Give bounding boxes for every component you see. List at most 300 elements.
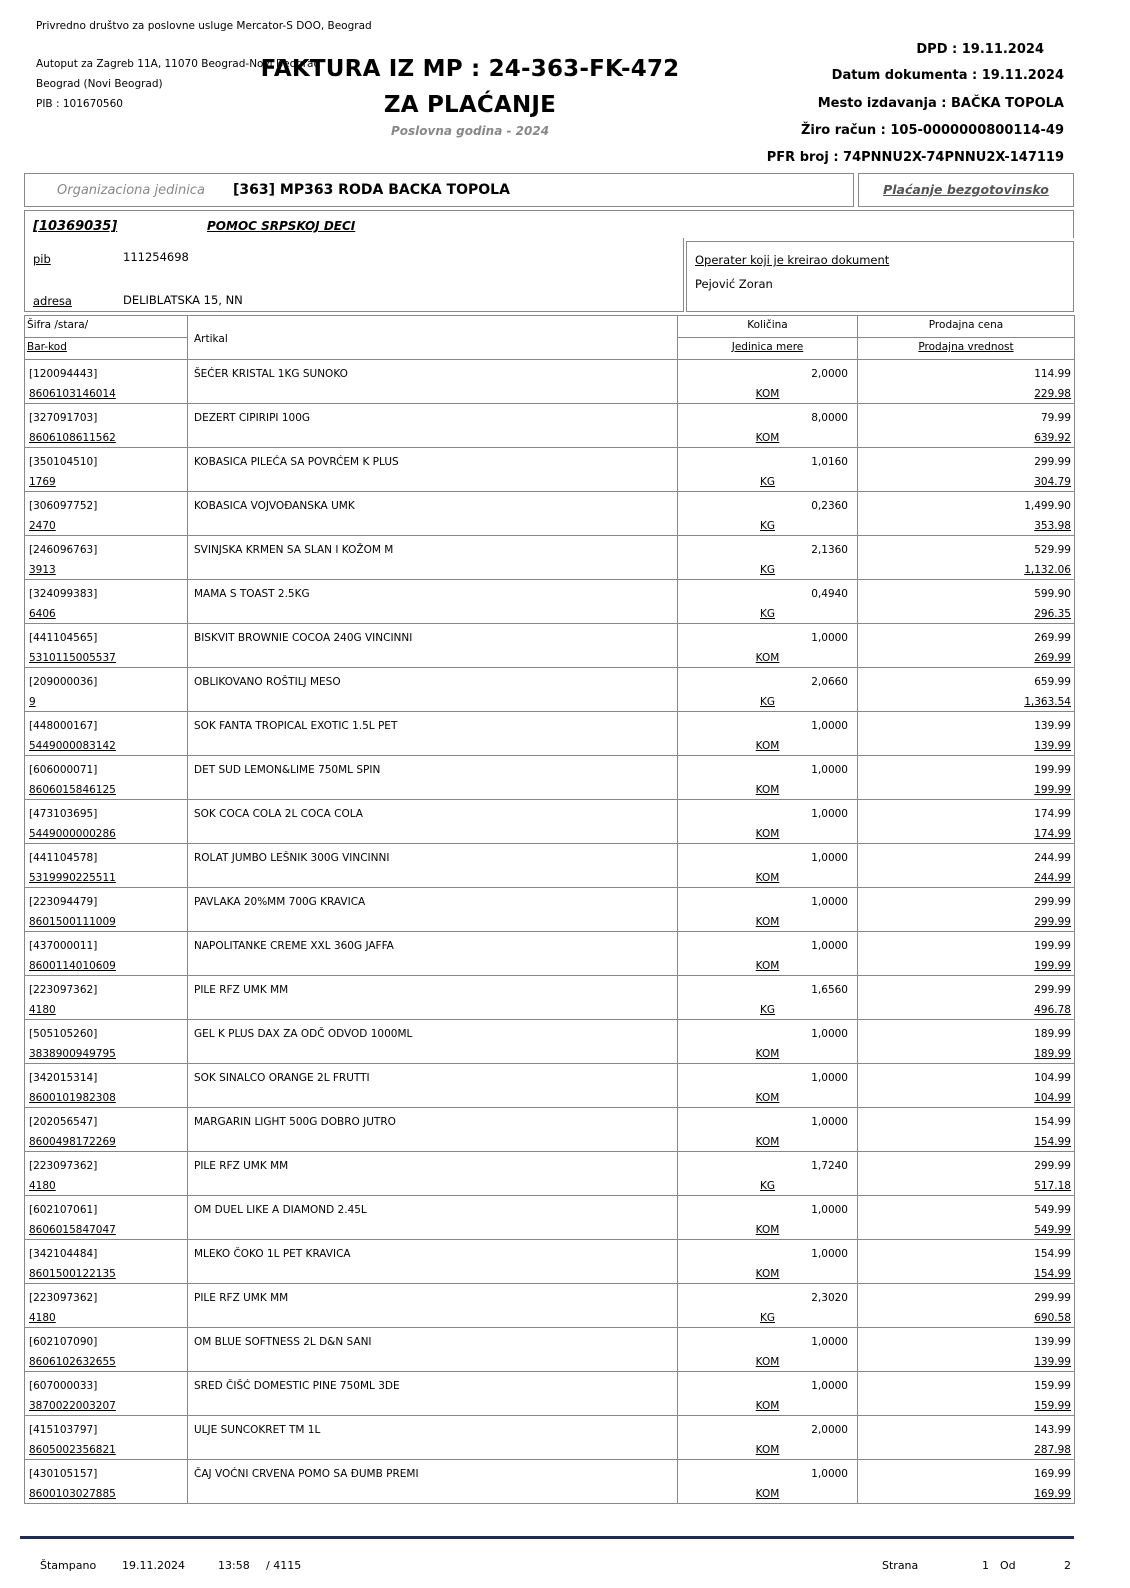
document-date: Datum dokumenta : 19.11.2024: [831, 68, 1064, 83]
item-article: MARGARIN LIGHT 500G DOBRO JUTRO: [194, 1116, 396, 1128]
item-quantity: 2,0660: [811, 676, 848, 688]
item-barcode: 3913: [29, 564, 56, 576]
cell-code: [25, 888, 188, 932]
cell-price: [858, 844, 1075, 888]
item-quantity: 1,0000: [811, 1248, 848, 1260]
cell-quantity: [678, 844, 858, 888]
item-price: 154.99: [1034, 1248, 1071, 1260]
table-row: [25, 1416, 1075, 1460]
item-code: [415103797]: [29, 1424, 98, 1436]
table-row: [25, 1240, 1075, 1284]
item-article: OM DUEL LIKE A DIAMOND 2.45L: [194, 1204, 367, 1216]
cell-price: [858, 800, 1075, 844]
table-row: [25, 1328, 1075, 1372]
table-row: [25, 756, 1075, 800]
buyer-code: [10369035]: [33, 219, 118, 234]
cell-price: [858, 580, 1075, 624]
cell-code: [25, 1240, 188, 1284]
item-value: 517.18: [1034, 1180, 1071, 1192]
cell-code: [25, 624, 188, 668]
cell-quantity: [678, 1152, 858, 1196]
cell-quantity: [678, 976, 858, 1020]
item-code: [223097362]: [29, 984, 98, 996]
item-barcode: 6406: [29, 608, 56, 620]
cell-price: [858, 1460, 1075, 1504]
cell-article: [188, 976, 678, 1020]
item-price: 143.99: [1034, 1424, 1071, 1436]
item-unit: KOM: [755, 828, 780, 840]
item-code: [324099383]: [29, 588, 98, 600]
item-value: 304.79: [1034, 476, 1071, 488]
header-value: Prodajna vrednost: [858, 338, 1075, 360]
item-unit: KG: [759, 564, 776, 576]
company-name: Privredno društvo za poslovne usluge Mercator-S DOO, Beograd: [36, 20, 372, 32]
cell-code: [25, 668, 188, 712]
header-barcode: Bar-kod: [25, 338, 188, 360]
table-row: [25, 844, 1075, 888]
page-number: 1: [982, 1559, 989, 1572]
item-barcode: 8606103146014: [29, 388, 116, 400]
item-code: [607000033]: [29, 1380, 98, 1392]
org-unit-label: Organizaciona jedinica: [57, 183, 205, 198]
cell-article: [188, 1372, 678, 1416]
footer-rule: [20, 1536, 1074, 1539]
item-quantity: 8,0000: [811, 412, 848, 424]
cell-price: [858, 624, 1075, 668]
item-barcode: 8606015846125: [29, 784, 116, 796]
item-value: 104.99: [1034, 1092, 1071, 1104]
cell-code: [25, 536, 188, 580]
cell-quantity: [678, 1328, 858, 1372]
cell-article: [188, 756, 678, 800]
cell-price: [858, 976, 1075, 1020]
item-quantity: 1,0160: [811, 456, 848, 468]
item-price: 529.99: [1034, 544, 1071, 556]
cell-article: [188, 1416, 678, 1460]
printed-id: / 4115: [266, 1559, 302, 1572]
header-code: Šifra /stara/: [25, 316, 188, 338]
item-quantity: 1,0000: [811, 632, 848, 644]
cell-code: [25, 712, 188, 756]
cell-quantity: [678, 1020, 858, 1064]
item-unit: KOM: [755, 432, 780, 444]
item-code: [223097362]: [29, 1292, 98, 1304]
cell-article: [188, 668, 678, 712]
cell-article: [188, 1284, 678, 1328]
item-barcode: 5310115005537: [29, 652, 116, 664]
table-row: [25, 624, 1075, 668]
cell-price: [858, 1416, 1075, 1460]
item-quantity: 1,0000: [811, 1380, 848, 1392]
item-code: [306097752]: [29, 500, 98, 512]
item-quantity: 1,7240: [811, 1160, 848, 1172]
item-price: 1,499.90: [1024, 500, 1071, 512]
header-unit: Jedinica mere: [678, 338, 858, 360]
item-code: [441104565]: [29, 632, 98, 644]
item-code: [246096763]: [29, 544, 98, 556]
item-quantity: 1,0000: [811, 720, 848, 732]
item-article: SOK FANTA TROPICAL EXOTIC 1.5L PET: [194, 720, 398, 732]
item-barcode: 3838900949795: [29, 1048, 116, 1060]
item-article: ROLAT JUMBO LEŠNIK 300G VINCINNI: [194, 852, 390, 864]
buyer-address: DELIBLATSKA 15, NN: [123, 293, 243, 307]
header-article: Artikal: [188, 316, 678, 360]
item-quantity: 1,0000: [811, 1028, 848, 1040]
cell-quantity: [678, 492, 858, 536]
cell-article: [188, 800, 678, 844]
item-barcode: 8601500122135: [29, 1268, 116, 1280]
cell-quantity: [678, 624, 858, 668]
bank-account: Žiro račun : 105-0000000800114-49: [800, 123, 1064, 138]
table-row: [25, 448, 1075, 492]
item-barcode: 8600103027885: [29, 1488, 116, 1500]
cell-code: [25, 360, 188, 404]
cell-price: [858, 1372, 1075, 1416]
org-unit-box: [24, 173, 854, 207]
of-label: Od: [1000, 1559, 1016, 1572]
dpd-date: DPD : 19.11.2024: [916, 42, 1044, 57]
item-price: 199.99: [1034, 940, 1071, 952]
cell-code: [25, 800, 188, 844]
item-value: 496.78: [1034, 1004, 1071, 1016]
item-quantity: 2,1360: [811, 544, 848, 556]
item-unit: KG: [759, 1004, 776, 1016]
table-row: [25, 580, 1075, 624]
item-barcode: 8605002356821: [29, 1444, 116, 1456]
table-row: [25, 712, 1075, 756]
table-row: [25, 492, 1075, 536]
item-unit: KG: [759, 476, 776, 488]
cell-price: [858, 668, 1075, 712]
item-price: 139.99: [1034, 720, 1071, 732]
item-barcode: 5319990225511: [29, 872, 116, 884]
item-barcode: 8600498172269: [29, 1136, 116, 1148]
cell-quantity: [678, 448, 858, 492]
item-article: ULJE SUNCOKRET TM 1L: [194, 1424, 321, 1436]
item-article: NAPOLITANKE CREME XXL 360G JAFFA: [194, 940, 394, 952]
cell-code: [25, 1416, 188, 1460]
cell-quantity: [678, 1064, 858, 1108]
page-total: 2: [1064, 1559, 1071, 1572]
item-value: 199.99: [1034, 784, 1071, 796]
cell-price: [858, 492, 1075, 536]
cell-price: [858, 1064, 1075, 1108]
item-unit: KOM: [755, 1136, 780, 1148]
cell-quantity: [678, 1460, 858, 1504]
item-value: 296.35: [1034, 608, 1071, 620]
items-table: [24, 315, 1075, 1504]
item-price: 299.99: [1034, 896, 1071, 908]
item-unit: KOM: [755, 872, 780, 884]
cell-price: [858, 756, 1075, 800]
cell-quantity: [678, 1196, 858, 1240]
item-barcode: 4180: [29, 1004, 56, 1016]
cell-article: [188, 448, 678, 492]
table-row: [25, 888, 1075, 932]
item-article: ŠEĆER KRISTAL 1KG SUNOKO: [194, 368, 348, 380]
item-unit: KG: [759, 1180, 776, 1192]
cell-code: [25, 1460, 188, 1504]
item-code: [602107061]: [29, 1204, 98, 1216]
cell-code: [25, 844, 188, 888]
item-article: SOK COCA COLA 2L COCA COLA: [194, 808, 363, 820]
item-unit: KG: [759, 520, 776, 532]
item-price: 244.99: [1034, 852, 1071, 864]
item-barcode: 8606108611562: [29, 432, 116, 444]
cell-article: [188, 1196, 678, 1240]
cell-price: [858, 360, 1075, 404]
cell-article: [188, 712, 678, 756]
cell-code: [25, 1328, 188, 1372]
cell-article: [188, 1108, 678, 1152]
cell-article: [188, 360, 678, 404]
cell-code: [25, 1372, 188, 1416]
cell-quantity: [678, 1108, 858, 1152]
item-price: 139.99: [1034, 1336, 1071, 1348]
item-quantity: 1,0000: [811, 1116, 848, 1128]
cell-article: [188, 888, 678, 932]
buyer-pib: 111254698: [123, 250, 189, 264]
item-barcode: 8606102632655: [29, 1356, 116, 1368]
item-unit: KG: [759, 1312, 776, 1324]
item-barcode: 5449000083142: [29, 740, 116, 752]
table-row: [25, 1284, 1075, 1328]
issue-place: Mesto izdavanja : BAČKA TOPOLA: [817, 96, 1064, 111]
item-article: BISKVIT BROWNIE COCOA 240G VINCINNI: [194, 632, 413, 644]
table-row: [25, 1020, 1075, 1064]
buyer-header: [24, 210, 1074, 238]
table-row: [25, 932, 1075, 976]
item-quantity: 2,0000: [811, 1424, 848, 1436]
item-price: 154.99: [1034, 1116, 1071, 1128]
cell-quantity: [678, 756, 858, 800]
item-article: GEL K PLUS DAX ZA ODČ ODVOD 1000ML: [194, 1028, 413, 1040]
item-unit: KOM: [755, 1488, 780, 1500]
item-unit: KOM: [755, 784, 780, 796]
item-article: DEZERT CIPIRIPI 100G: [194, 412, 311, 424]
cell-code: [25, 932, 188, 976]
item-unit: KOM: [755, 1444, 780, 1456]
item-unit: KOM: [755, 1048, 780, 1060]
item-price: 169.99: [1034, 1468, 1071, 1480]
item-barcode: 3870022003207: [29, 1400, 116, 1412]
item-quantity: 1,0000: [811, 1204, 848, 1216]
table-row: [25, 800, 1075, 844]
item-unit: KOM: [755, 916, 780, 928]
item-code: [437000011]: [29, 940, 98, 952]
cell-quantity: [678, 712, 858, 756]
table-row: [25, 1372, 1075, 1416]
item-article: PAVLAKA 20%MM 700G KRAVICA: [194, 896, 366, 908]
item-price: 174.99: [1034, 808, 1071, 820]
item-code: [223094479]: [29, 896, 98, 908]
cell-article: [188, 624, 678, 668]
item-article: SVINJSKA KRMEN SA SLAN I KOŽOM M: [194, 544, 394, 556]
org-unit-value: [363] MP363 RODA BACKA TOPOLA: [233, 182, 510, 198]
cell-article: [188, 1460, 678, 1504]
item-price: 159.99: [1034, 1380, 1071, 1392]
company-city: Beograd (Novi Beograd): [36, 78, 163, 90]
cell-code: [25, 404, 188, 448]
item-barcode: 1769: [29, 476, 56, 488]
item-quantity: 1,0000: [811, 1072, 848, 1084]
item-article: DET SUD LEMON&LIME 750ML SPIN: [194, 764, 381, 776]
printed-label: Štampano: [40, 1559, 97, 1572]
item-value: 189.99: [1034, 1048, 1071, 1060]
item-article: MAMA S TOAST 2.5KG: [194, 588, 310, 600]
table-row: [25, 1460, 1075, 1504]
table-row: [25, 668, 1075, 712]
cell-price: [858, 1196, 1075, 1240]
cell-article: [188, 1152, 678, 1196]
cell-quantity: [678, 536, 858, 580]
item-article: PILE RFZ UMK MM: [194, 1292, 289, 1304]
cell-price: [858, 536, 1075, 580]
item-price: 104.99: [1034, 1072, 1071, 1084]
item-article: OM BLUE SOFTNESS 2L D&N SANI: [194, 1336, 372, 1348]
item-barcode: 4180: [29, 1180, 56, 1192]
operator-name: Pejović Zoran: [695, 277, 773, 291]
item-code: [448000167]: [29, 720, 98, 732]
item-value: 353.98: [1034, 520, 1071, 532]
cell-code: [25, 756, 188, 800]
item-price: 299.99: [1034, 456, 1071, 468]
cell-article: [188, 1020, 678, 1064]
table-row: [25, 360, 1075, 404]
address-label: adresa: [33, 294, 72, 308]
item-value: 199.99: [1034, 960, 1071, 972]
item-unit: KG: [759, 696, 776, 708]
cell-code: [25, 1196, 188, 1240]
cell-quantity: [678, 1372, 858, 1416]
item-barcode: 9: [29, 696, 36, 708]
company-address: Autoput za Zagreb 11A, 11070 Beograd-Novi Beograd: [36, 58, 321, 70]
table-row: [25, 404, 1075, 448]
item-code: [342104484]: [29, 1248, 98, 1260]
item-article: SOK SINALCO ORANGE 2L FRUTTI: [194, 1072, 370, 1084]
item-unit: KG: [759, 608, 776, 620]
cell-quantity: [678, 1416, 858, 1460]
item-code: [606000071]: [29, 764, 98, 776]
table-row: [25, 1108, 1075, 1152]
item-code: [209000036]: [29, 676, 98, 688]
item-price: 659.99: [1034, 676, 1071, 688]
cell-article: [188, 536, 678, 580]
cell-code: [25, 976, 188, 1020]
item-value: 299.99: [1034, 916, 1071, 928]
item-quantity: 1,0000: [811, 940, 848, 952]
item-code: [473103695]: [29, 808, 98, 820]
cell-article: [188, 932, 678, 976]
cell-quantity: [678, 668, 858, 712]
item-price: 599.90: [1034, 588, 1071, 600]
item-barcode: 8606015847047: [29, 1224, 116, 1236]
item-value: 169.99: [1034, 1488, 1071, 1500]
cell-quantity: [678, 932, 858, 976]
item-quantity: 2,3020: [811, 1292, 848, 1304]
cell-quantity: [678, 800, 858, 844]
item-barcode: 8601500111009: [29, 916, 116, 928]
page-label: Strana: [882, 1559, 919, 1572]
cell-price: [858, 712, 1075, 756]
cell-quantity: [678, 360, 858, 404]
item-value: 174.99: [1034, 828, 1071, 840]
cell-article: [188, 1328, 678, 1372]
cell-quantity: [678, 580, 858, 624]
item-quantity: 1,0000: [811, 764, 848, 776]
item-code: [223097362]: [29, 1160, 98, 1172]
item-code: [350104510]: [29, 456, 98, 468]
item-article: PILE RFZ UMK MM: [194, 1160, 289, 1172]
item-unit: KOM: [755, 740, 780, 752]
cell-quantity: [678, 888, 858, 932]
item-price: 269.99: [1034, 632, 1071, 644]
item-value: 269.99: [1034, 652, 1071, 664]
item-code: [430105157]: [29, 1468, 98, 1480]
cell-price: [858, 1328, 1075, 1372]
cell-price: [858, 1108, 1075, 1152]
document-subtitle-payment: ZA PLAĆANJE: [383, 92, 557, 118]
item-price: 299.99: [1034, 1292, 1071, 1304]
header-quantity: Količina: [678, 316, 858, 338]
item-unit: KOM: [755, 1224, 780, 1236]
cell-article: [188, 404, 678, 448]
item-value: 154.99: [1034, 1268, 1071, 1280]
table-row: [25, 1064, 1075, 1108]
item-quantity: 2,0000: [811, 368, 848, 380]
payment-type: Plaćanje bezgotovinsko: [883, 182, 1049, 197]
fiscal-year: Poslovna godina - 2024: [390, 124, 550, 138]
item-article: PILE RFZ UMK MM: [194, 984, 289, 996]
item-quantity: 1,0000: [811, 852, 848, 864]
item-value: 1,132.06: [1024, 564, 1071, 576]
item-article: KOBASICA PILEĆA SA POVRĆEM K PLUS: [194, 456, 399, 468]
item-article: SRED ČIŠĆ DOMESTIC PINE 750ML 3DE: [194, 1380, 400, 1392]
cell-price: [858, 404, 1075, 448]
cell-price: [858, 888, 1075, 932]
item-price: 199.99: [1034, 764, 1071, 776]
cell-price: [858, 1020, 1075, 1064]
cell-article: [188, 492, 678, 536]
item-quantity: 0,2360: [811, 500, 848, 512]
cell-code: [25, 1108, 188, 1152]
item-unit: KOM: [755, 652, 780, 664]
cell-quantity: [678, 1240, 858, 1284]
item-barcode: 2470: [29, 520, 56, 532]
item-unit: KOM: [755, 1400, 780, 1412]
item-quantity: 1,0000: [811, 896, 848, 908]
cell-code: [25, 1284, 188, 1328]
cell-code: [25, 1064, 188, 1108]
item-code: [505105260]: [29, 1028, 98, 1040]
buyer-name: POMOC SRPSKOJ DECI: [207, 219, 356, 233]
cell-price: [858, 1284, 1075, 1328]
item-value: 229.98: [1034, 388, 1071, 400]
cell-price: [858, 448, 1075, 492]
pib-label: pib: [33, 252, 51, 266]
cell-code: [25, 1020, 188, 1064]
items-body: [25, 360, 1075, 1504]
item-barcode: 4180: [29, 1312, 56, 1324]
item-price: 114.99: [1034, 368, 1071, 380]
item-article: OBLIKOVANO ROŠTILJ MESO: [194, 676, 341, 688]
item-unit: KOM: [755, 960, 780, 972]
cell-article: [188, 580, 678, 624]
buyer-details: [24, 238, 684, 312]
table-row: [25, 536, 1075, 580]
operator-box: [686, 241, 1074, 312]
item-quantity: 1,0000: [811, 1336, 848, 1348]
